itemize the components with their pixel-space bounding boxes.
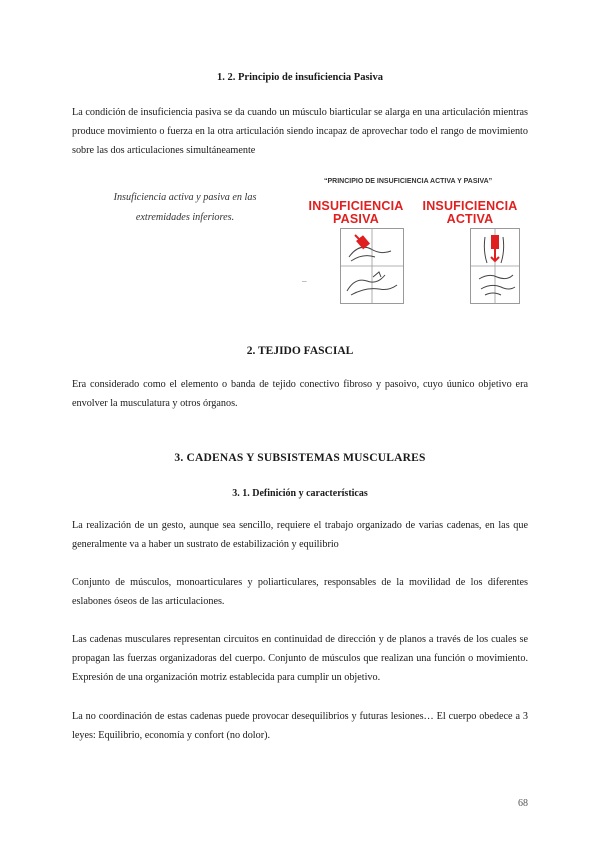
label-insuficiencia-pasiva: INSUFICIENCIA PASIVA [308,199,404,226]
paragraph-tejido-fascial: Era considerado como el elemento o banda de tejido conectivo fibroso y pasoivo, cuyo úunico objetivo era envolver la musculatura y otros órganos. [72,379,528,409]
figure-caption: Insuficiencia activa y pasiva en las extremidades inferiores. [113,192,257,223]
activa-illustration [470,228,520,304]
dash-mark: – [302,276,307,286]
section-heading-3: 3. CADENAS Y SUBSISTEMAS MUSCULARES [174,452,426,464]
figure-title: “PRINCIPIO DE INSUFICIENCIA ACTIVA Y PASIVA” [324,178,493,185]
label-insuficiencia-activa: INSUFICIENCIA ACTIVA [422,199,518,226]
section-heading-1: 1. 2. Principio de insuficiencia Pasiva [217,72,383,83]
paragraph-cadenas-2: Conjunto de músculos, monoarticulares y poliarticulares, responsables de la movilidad de los diferentes eslabones óseos de las articulaciones. [72,577,528,607]
page-number: 68 [518,798,528,809]
pasiva-illustration [340,228,404,304]
paragraph-cadenas-3: Las cadenas musculares representan circuitos en continuidad de dirección y de planos a través de los cuales se propagan las fuerzas organizadoras del cuerpo. Conjunto de músculos que realizan una función o movimiento. Expresión de una organización motriz establecida para cumplir un objetivo. [72,634,528,683]
paragraph-cadenas-4: La no coordinación de estas cadenas puede provocar desequilibrios y futuras lesiones… El cuerpo obedece a 3 leyes: Equilibrio, economía y confort (no dolor). [72,711,528,741]
paragraph-insuficiencia-pasiva: La condición de insuficiencia pasiva se da cuando un músculo biarticular se alarga en una articulación mientras produce movimiento o fuerza en la otra articulación siendo incapaz de aprovechar todo el rango de movimiento sobre las dos articulaciones simultáneamente [72,107,528,156]
section-heading-2: 2. TEJIDO FASCIAL [246,345,354,357]
subheading-3-1: 3. 1. Definición y características [232,488,368,499]
paragraph-cadenas-1: La realización de un gesto, aunque sea sencillo, requiere el trabajo organizado de varias cadenas, en las que generalmente va a haber un sustrato de estabilización y equilibrio [72,520,528,550]
insufficiency-figure [290,172,542,310]
